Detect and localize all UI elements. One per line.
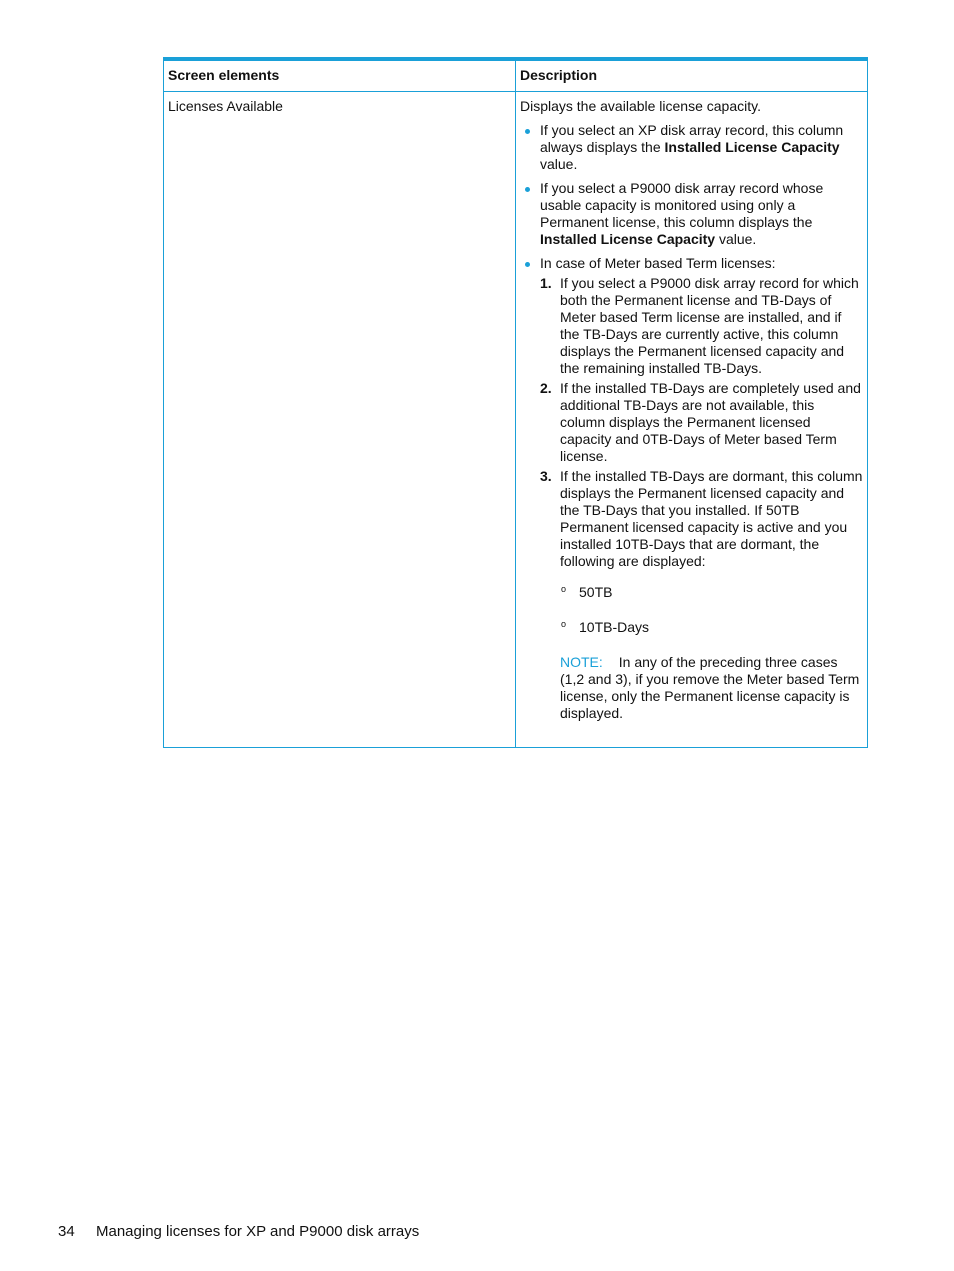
step-text: If the installed TB-Days are completely used and additional TB-Days are not available, this column displays the Permanent licensed capacity and 0TB-Days of Meter based Term license. <box>560 380 861 464</box>
list-item <box>561 619 863 636</box>
sub-bullet-list <box>560 584 863 636</box>
page-footer <box>58 1223 419 1241</box>
step-number: 2. <box>540 380 552 396</box>
list-item <box>540 122 863 173</box>
table-header-row <box>164 59 868 92</box>
circle-bullet-icon: o <box>561 584 567 594</box>
list-item <box>540 275 863 377</box>
description-cell <box>516 92 868 748</box>
page-number: 34 <box>58 1223 75 1240</box>
bullet-bold-term: Installed License Capacity <box>540 231 716 247</box>
table-row <box>164 92 868 748</box>
sub-item-text: 50TB <box>579 584 613 600</box>
bullet-bold-term: Installed License Capacity <box>664 139 840 155</box>
note-label: NOTE: <box>560 654 603 670</box>
description-bullet-list <box>520 122 863 722</box>
description-intro: Displays the available license capacity. <box>520 98 761 114</box>
bullet-text: In case of Meter based Term licenses: <box>540 255 776 271</box>
list-item <box>540 180 863 248</box>
screen-element-cell: Licenses Available <box>164 92 516 748</box>
numbered-steps <box>540 275 863 636</box>
list-item <box>540 468 863 636</box>
step-number: 1. <box>540 275 552 291</box>
bullet-text: value. <box>540 156 578 172</box>
footer-title: Managing licenses for XP and P9000 disk arrays <box>96 1223 420 1240</box>
list-item <box>540 255 863 722</box>
step-number: 3. <box>540 468 552 484</box>
circle-bullet-icon: o <box>561 619 567 629</box>
note-text: In any of the preceding three cases (1,2 and 3), if you remove the Meter based Term license, only the Permanent license capacity is displayed. <box>560 654 860 721</box>
header-description: Description <box>516 59 868 92</box>
list-item <box>540 380 863 465</box>
sub-item-text: 10TB-Days <box>579 619 650 635</box>
list-item <box>561 584 863 601</box>
note-block <box>560 654 863 722</box>
header-screen-elements: Screen elements <box>164 59 516 92</box>
screen-elements-table <box>163 57 868 748</box>
bullet-text: value. <box>715 231 757 247</box>
bullet-text: If you select a P9000 disk array record whose usable capacity is monitored using only a Permanent license, this column displays the <box>540 180 824 230</box>
bullet-text: If you select an XP disk array record, this column always displays the <box>540 122 844 155</box>
step-text: If you select a P9000 disk array record for which both the Permanent license and TB-Days of Meter based Term license are installed, and if the TB-Days are currently active, this column displays the Permanent licensed capacity and the remaining installed TB-Days. <box>560 275 859 376</box>
step-text: If the installed TB-Days are dormant, this column displays the Permanent licensed capacity and the TB-Days that you installed. If 50TB Permanent licensed capacity is active and you installed 10TB-Days that are dormant, the following are displayed: <box>560 468 863 569</box>
